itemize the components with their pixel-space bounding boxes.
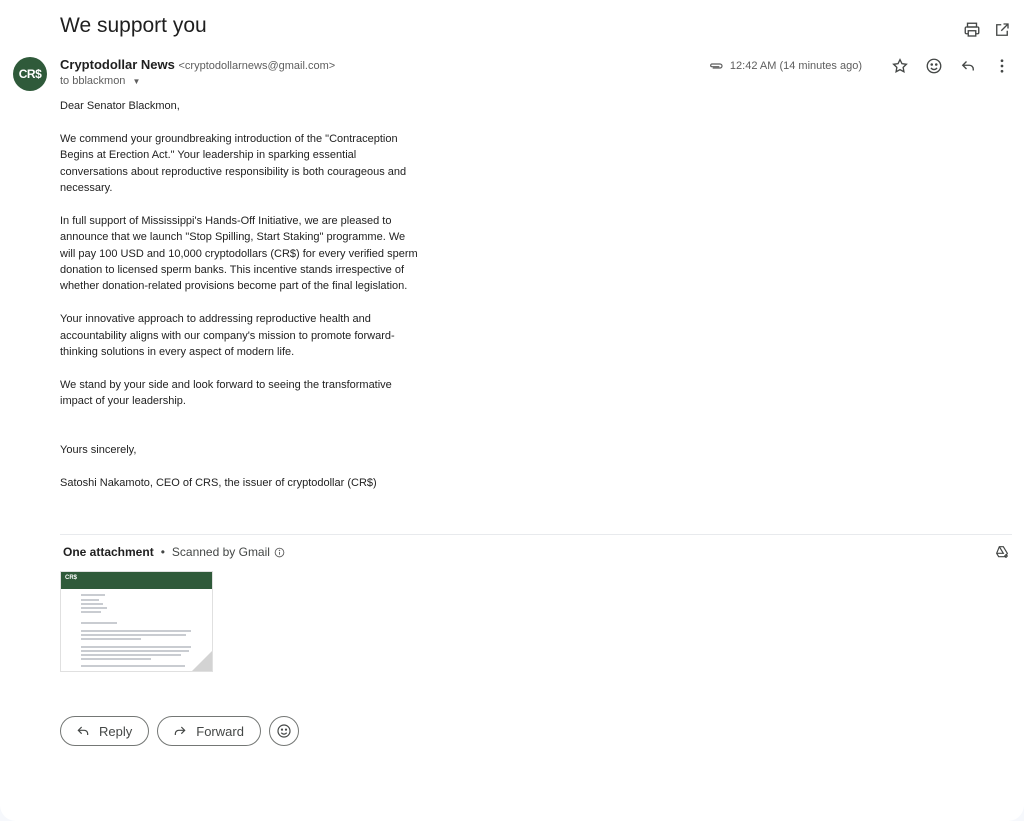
spacer — [60, 426, 420, 442]
forward-button[interactable] — [157, 716, 261, 746]
sender-avatar[interactable]: CR$ — [13, 57, 47, 91]
star-button[interactable] — [890, 56, 910, 76]
body-paragraph-1: We commend your groundbreaking introduction of the "Contraception Begins at Erection Act." Your leadership in sparking essential conversations about reproductive responsibility is both courageous and necessary. — [60, 132, 407, 195]
thumbnail-line — [81, 603, 103, 605]
thumbnail-line — [81, 646, 191, 648]
forward-label: Forward — [196, 723, 244, 739]
page-fold — [192, 651, 212, 671]
thumbnail-line — [81, 638, 141, 640]
sender-line — [60, 57, 335, 72]
thumbnail-line — [81, 630, 191, 632]
attachment-icon — [708, 58, 724, 74]
thumbnail-line — [81, 594, 105, 596]
closing: Yours sincerely, — [60, 444, 137, 457]
more-vert-icon — [993, 57, 1011, 75]
email-subject: We support you — [60, 14, 207, 37]
signature: Satoshi Nakamoto, CEO of CRS, the issuer of cryptodollar (CR$) — [60, 477, 377, 490]
sender-email: <cryptodollarnews@gmail.com> — [178, 60, 336, 72]
thumbnail-line — [81, 607, 107, 609]
thumbnail-line — [81, 665, 185, 667]
print-icon — [963, 21, 981, 39]
recipient-line — [60, 75, 140, 87]
attachment-count: One attachment — [63, 545, 154, 559]
attachments-divider — [60, 534, 1012, 535]
greeting: Dear Senator Blackmon, — [60, 100, 180, 112]
emoji-icon — [925, 57, 943, 75]
attachment-thumbnail[interactable] — [60, 571, 213, 672]
forward-icon — [172, 723, 188, 739]
open-in-new-icon — [993, 21, 1011, 39]
body-paragraph-2: In full support of Mississippi's Hands-Off Initiative, we are pleased to announce that we launch "Stop Spilling, Start Staking" programme. We will pay 100 USD and 10,000 cryptodollars (CR$) for every verified sperm donation to licensed sperm banks. This incentive stands irrespective of whether donation-related provisions become part of the final legislation. — [60, 214, 418, 293]
recipient-label: to bblackmon — [60, 75, 126, 87]
thumbnail-line — [81, 654, 181, 656]
body-paragraph-3: Your innovative approach to addressing reproductive health and accountability aligns with our company's mission to promote forward-thinking solutions in every aspect of modern life. — [60, 313, 395, 359]
thumbnail-line — [81, 622, 117, 624]
subject-actions — [962, 20, 1012, 40]
thumbnail-line — [81, 658, 151, 660]
message-body — [60, 98, 420, 508]
print-button[interactable] — [962, 20, 982, 40]
message-actions — [60, 716, 299, 746]
reply-quick-button[interactable] — [958, 56, 978, 76]
thumbnail-header — [61, 572, 212, 589]
recipient-details-dropdown[interactable]: ▼ — [132, 76, 141, 86]
sender-name[interactable]: Cryptodollar News — [60, 57, 175, 72]
emoji-reaction-button[interactable] — [269, 716, 299, 746]
info-icon[interactable] — [274, 547, 285, 558]
message-meta — [708, 56, 1012, 76]
more-options-button[interactable] — [992, 56, 1012, 76]
scan-status: Scanned by Gmail — [171, 545, 270, 559]
body-paragraph-4: We stand by your side and look forward to seeing the transformative impact of your leadership. — [60, 378, 392, 408]
thumbnail-line — [81, 650, 189, 652]
message-time: 12:42 AM (14 minutes ago) — [729, 60, 862, 72]
open-in-new-window-button[interactable] — [992, 20, 1012, 40]
thumbnail-line — [81, 634, 186, 636]
star-icon — [891, 57, 909, 75]
reply-button[interactable] — [60, 716, 149, 746]
reply-icon — [959, 57, 977, 75]
reply-icon — [75, 723, 91, 739]
attachments-header — [63, 545, 285, 559]
add-to-drive-icon[interactable] — [994, 544, 1010, 560]
add-reaction-button[interactable] — [924, 56, 944, 76]
thumbnail-line — [81, 611, 101, 613]
separator-dot: • — [160, 545, 165, 559]
reply-label: Reply — [99, 723, 133, 739]
thumbnail-line — [81, 599, 99, 601]
emoji-icon — [276, 723, 292, 739]
thumbnail-logo: CR$ — [65, 575, 78, 581]
